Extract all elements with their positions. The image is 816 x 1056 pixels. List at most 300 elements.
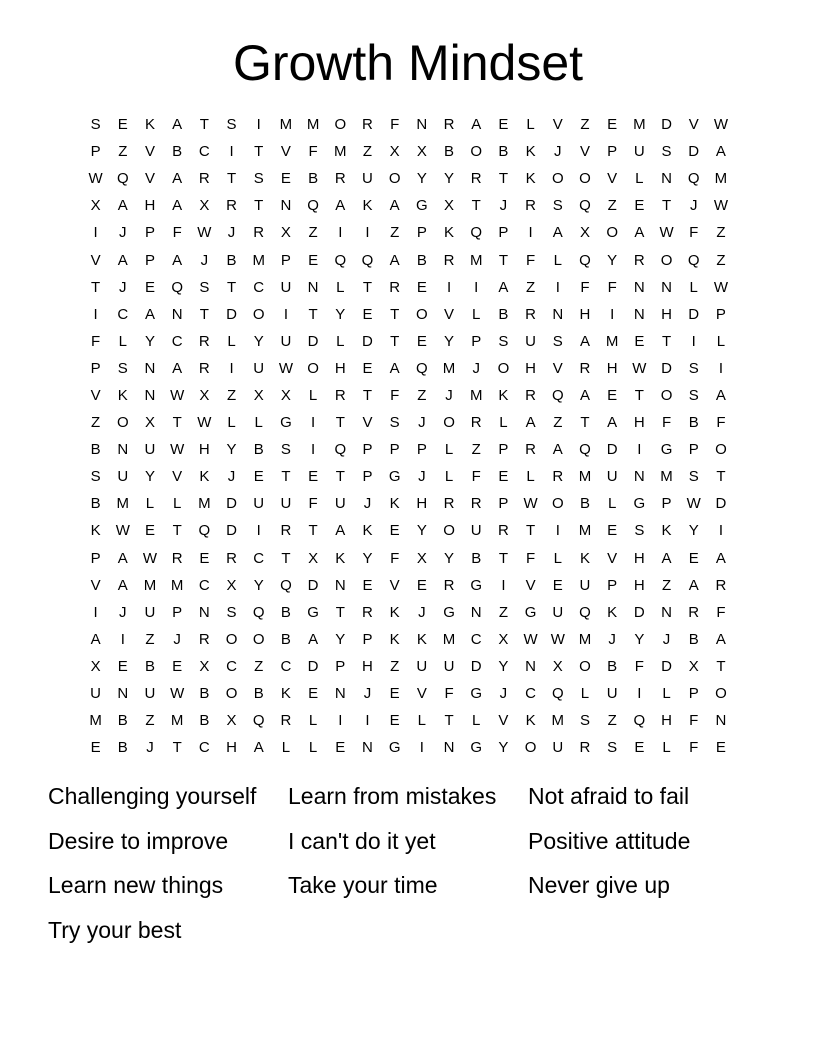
grid-cell[interactable]: W [632,359,647,377]
grid-cell[interactable]: V [280,143,291,161]
grid-cell[interactable]: K [444,224,455,242]
grid-cell[interactable]: A [552,224,563,242]
grid-cell[interactable]: Y [253,332,264,350]
grid-cell[interactable]: K [280,685,291,703]
grid-cell[interactable]: C [470,630,482,648]
grid-cell[interactable]: B [199,712,210,730]
grid-cell[interactable]: G [307,603,319,621]
grid-cell[interactable]: W [142,549,158,567]
grid-cell[interactable]: P [471,332,482,350]
grid-cell[interactable]: Y [226,441,237,459]
grid-cell[interactable]: T [498,251,508,269]
grid-cell[interactable]: T [335,603,345,621]
grid-cell[interactable]: Y [498,739,509,757]
grid-cell[interactable]: F [526,251,536,269]
grid-cell[interactable]: I [93,603,98,621]
grid-cell[interactable]: I [718,359,723,377]
grid-cell[interactable]: F [390,116,400,134]
grid-cell[interactable]: O [497,359,510,377]
grid-cell[interactable]: L [526,116,535,134]
grid-cell[interactable]: O [579,170,591,188]
grid-cell[interactable]: R [470,170,482,188]
grid-cell[interactable]: X [552,657,563,675]
grid-cell[interactable]: N [334,576,346,594]
grid-cell[interactable]: O [715,685,727,703]
grid-cell[interactable]: G [633,495,646,513]
grid-cell[interactable]: V [416,685,427,703]
grid-cell[interactable]: F [526,549,536,567]
grid-cell[interactable]: M [660,468,673,486]
grid-cell[interactable]: H [633,576,645,594]
grid-cell[interactable]: G [388,739,401,757]
grid-cell[interactable]: T [634,386,644,404]
grid-cell[interactable]: V [525,576,536,594]
grid-cell[interactable]: A [688,576,699,594]
grid-cell[interactable]: S [117,359,128,377]
grid-cell[interactable]: B [172,143,183,161]
grid-cell[interactable]: Z [417,386,427,404]
grid-cell[interactable]: O [443,414,455,432]
grid-cell[interactable]: S [552,332,563,350]
grid-cell[interactable]: R [198,332,210,350]
grid-cell[interactable]: E [362,359,373,377]
grid-cell[interactable]: P [280,251,291,269]
grid-cell[interactable]: R [362,603,373,621]
grid-cell[interactable]: W [523,495,538,513]
grid-cell[interactable]: E [144,278,155,296]
grid-cell[interactable]: S [579,712,590,730]
grid-cell[interactable]: Q [579,603,591,621]
grid-cell[interactable]: P [90,143,101,161]
grid-cell[interactable]: L [417,712,427,730]
grid-cell[interactable]: O [225,685,238,703]
grid-cell[interactable]: B [607,657,618,675]
grid-cell[interactable]: H [525,359,537,377]
grid-cell[interactable]: K [498,386,509,404]
grid-cell[interactable]: R [525,441,537,459]
grid-cell[interactable]: J [608,630,616,648]
grid-cell[interactable]: Z [362,143,373,161]
grid-cell[interactable]: T [199,116,209,134]
grid-cell[interactable]: K [362,197,373,215]
grid-cell[interactable]: M [469,386,483,404]
grid-cell[interactable]: N [416,116,428,134]
grid-cell[interactable]: Z [145,630,155,648]
grid-cell[interactable]: E [117,657,128,675]
grid-cell[interactable]: I [610,305,615,323]
grid-cell[interactable]: L [580,685,590,703]
grid-cell[interactable]: L [607,495,617,513]
grid-cell[interactable]: G [524,603,537,621]
grid-cell[interactable]: I [311,414,316,432]
grid-cell[interactable]: J [119,603,127,621]
grid-cell[interactable]: B [226,251,237,269]
grid-cell[interactable]: X [199,197,210,215]
grid-cell[interactable]: K [199,468,210,486]
grid-cell[interactable]: E [552,576,563,594]
grid-cell[interactable]: R [552,468,564,486]
grid-cell[interactable]: G [660,441,673,459]
grid-cell[interactable]: M [578,522,592,540]
grid-cell[interactable]: L [526,468,535,486]
grid-cell[interactable]: K [90,522,101,540]
grid-cell[interactable]: O [551,170,564,188]
grid-cell[interactable]: S [661,143,672,161]
grid-cell[interactable]: V [688,116,699,134]
grid-cell[interactable]: P [607,576,618,594]
grid-cell[interactable]: R [579,739,591,757]
grid-cell[interactable]: T [661,332,672,350]
grid-cell[interactable]: V [552,359,563,377]
grid-cell[interactable]: O [334,116,347,134]
grid-cell[interactable]: M [334,143,347,161]
grid-cell[interactable]: S [280,441,291,459]
grid-cell[interactable]: O [252,305,265,323]
grid-cell[interactable]: Z [308,224,318,242]
grid-cell[interactable]: O [660,251,673,269]
grid-cell[interactable]: J [418,603,426,621]
grid-cell[interactable]: E [715,739,726,757]
grid-cell[interactable]: C [171,332,183,350]
grid-cell[interactable]: Q [334,441,347,459]
grid-cell[interactable]: P [498,495,509,513]
grid-cell[interactable]: U [606,468,618,486]
grid-cell[interactable]: R [688,603,700,621]
grid-cell[interactable]: M [605,332,619,350]
grid-cell[interactable]: L [662,685,671,703]
grid-cell[interactable]: U [362,170,373,188]
grid-cell[interactable]: E [416,576,427,594]
grid-cell[interactable]: R [171,549,183,567]
grid-cell[interactable]: I [365,712,370,730]
grid-cell[interactable]: W [170,386,185,404]
grid-cell[interactable]: E [498,116,509,134]
grid-cell[interactable]: D [688,143,700,161]
grid-cell[interactable]: N [470,603,482,621]
grid-cell[interactable]: F [471,468,481,486]
grid-cell[interactable]: B [579,495,590,513]
grid-cell[interactable]: F [716,603,726,621]
grid-cell[interactable]: H [226,739,237,757]
grid-cell[interactable]: N [661,603,672,621]
grid-cell[interactable]: B [117,739,128,757]
grid-cell[interactable]: V [90,576,101,594]
grid-cell[interactable]: D [470,657,482,675]
grid-cell[interactable]: L [499,414,508,432]
grid-cell[interactable]: X [416,549,427,567]
grid-cell[interactable]: B [253,685,264,703]
grid-cell[interactable]: M [578,468,592,486]
grid-cell[interactable]: F [91,332,101,350]
grid-cell[interactable]: O [307,359,319,377]
grid-cell[interactable]: P [688,441,699,459]
grid-cell[interactable]: N [633,305,645,323]
grid-cell[interactable]: X [253,386,264,404]
grid-cell[interactable]: I [120,630,125,648]
grid-cell[interactable]: B [498,143,509,161]
grid-cell[interactable]: Q [579,441,591,459]
grid-cell[interactable]: L [472,712,481,730]
grid-cell[interactable]: X [688,657,699,675]
grid-cell[interactable]: P [416,441,427,459]
grid-cell[interactable]: T [362,386,373,404]
grid-cell[interactable]: C [280,657,292,675]
grid-cell[interactable]: W [713,197,728,215]
grid-cell[interactable]: Y [607,251,618,269]
grid-cell[interactable]: I [718,522,723,540]
grid-cell[interactable]: A [172,359,183,377]
grid-cell[interactable]: K [661,522,672,540]
grid-cell[interactable]: G [470,739,483,757]
grid-cell[interactable]: V [552,116,563,134]
grid-cell[interactable]: H [633,414,645,432]
grid-cell[interactable]: L [227,332,236,350]
grid-cell[interactable]: J [200,251,209,269]
grid-cell[interactable]: K [389,603,400,621]
grid-cell[interactable]: A [607,414,618,432]
grid-cell[interactable]: Z [226,386,237,404]
grid-cell[interactable]: R [198,630,210,648]
grid-cell[interactable]: Z [607,197,617,215]
grid-cell[interactable]: Z [498,603,508,621]
grid-cell[interactable]: S [226,603,237,621]
grid-cell[interactable]: U [443,657,455,675]
grid-cell[interactable]: J [445,386,453,404]
grid-cell[interactable]: Z [553,414,563,432]
grid-cell[interactable]: F [308,143,318,161]
grid-cell[interactable]: A [471,116,482,134]
grid-cell[interactable]: O [225,630,238,648]
grid-cell[interactable]: R [280,712,292,730]
grid-cell[interactable]: R [497,522,509,540]
grid-cell[interactable]: A [389,251,400,269]
grid-cell[interactable]: T [526,522,536,540]
grid-cell[interactable]: K [579,549,590,567]
grid-cell[interactable]: X [144,414,155,432]
grid-cell[interactable]: O [388,170,401,188]
grid-cell[interactable]: M [306,116,320,134]
grid-cell[interactable]: H [362,657,373,675]
grid-cell[interactable]: S [688,468,699,486]
grid-cell[interactable]: D [362,332,373,350]
grid-cell[interactable]: B [117,712,128,730]
grid-cell[interactable]: Y [688,522,699,540]
grid-cell[interactable]: A [715,386,726,404]
grid-cell[interactable]: W [523,630,538,648]
grid-cell[interactable]: Q [307,197,319,215]
grid-cell[interactable]: T [498,170,508,188]
grid-cell[interactable]: U [144,603,156,621]
grid-cell[interactable]: B [471,549,482,567]
grid-cell[interactable]: N [661,170,672,188]
grid-cell[interactable]: D [307,332,319,350]
grid-cell[interactable]: Y [144,468,155,486]
grid-cell[interactable]: A [253,739,264,757]
grid-cell[interactable]: J [689,197,698,215]
grid-cell[interactable]: Y [335,630,346,648]
grid-cell[interactable]: A [579,332,590,350]
grid-cell[interactable]: N [661,278,672,296]
grid-cell[interactable]: S [90,468,101,486]
grid-cell[interactable]: Q [416,359,428,377]
grid-cell[interactable]: M [170,712,184,730]
grid-cell[interactable]: Z [607,712,617,730]
grid-cell[interactable]: N [117,685,129,703]
grid-cell[interactable]: P [389,441,400,459]
grid-cell[interactable]: S [634,522,645,540]
grid-cell[interactable]: O [252,630,265,648]
grid-cell[interactable]: P [144,251,155,269]
grid-cell[interactable]: D [661,657,672,675]
grid-cell[interactable]: U [470,522,482,540]
grid-cell[interactable]: K [525,170,536,188]
grid-cell[interactable]: R [579,359,591,377]
grid-cell[interactable]: T [335,468,345,486]
grid-cell[interactable]: T [226,278,237,296]
grid-cell[interactable]: Q [633,712,646,730]
grid-cell[interactable]: F [444,685,454,703]
grid-cell[interactable]: S [688,386,699,404]
grid-cell[interactable]: M [116,495,130,513]
grid-cell[interactable]: T [580,414,590,432]
grid-cell[interactable]: J [418,468,426,486]
grid-cell[interactable]: K [117,386,128,404]
grid-cell[interactable]: T [390,305,400,323]
grid-cell[interactable]: R [715,576,727,594]
grid-cell[interactable]: U [117,468,129,486]
grid-cell[interactable]: Z [716,251,726,269]
grid-cell[interactable]: A [117,549,128,567]
grid-cell[interactable]: E [280,170,291,188]
grid-cell[interactable]: U [253,495,265,513]
grid-cell[interactable]: V [144,143,155,161]
grid-cell[interactable]: M [170,576,184,594]
grid-cell[interactable]: Z [471,441,481,459]
grid-cell[interactable]: Z [91,414,101,432]
grid-cell[interactable]: Z [661,576,672,594]
grid-cell[interactable]: J [146,739,154,757]
grid-cell[interactable]: J [119,278,127,296]
grid-cell[interactable]: G [443,603,455,621]
grid-cell[interactable]: B [688,630,699,648]
grid-cell[interactable]: S [552,197,563,215]
grid-cell[interactable]: E [634,739,645,757]
grid-cell[interactable]: N [144,386,156,404]
grid-cell[interactable]: Q [252,603,265,621]
grid-cell[interactable]: W [115,522,130,540]
grid-cell[interactable]: I [338,224,343,242]
grid-cell[interactable]: X [280,224,291,242]
grid-cell[interactable]: E [253,468,264,486]
grid-cell[interactable]: I [338,712,343,730]
grid-cell[interactable]: J [418,414,426,432]
grid-cell[interactable]: D [688,305,700,323]
grid-cell[interactable]: Q [116,170,129,188]
grid-cell[interactable]: U [552,739,564,757]
grid-cell[interactable]: O [715,441,727,459]
grid-cell[interactable]: S [253,170,264,188]
grid-cell[interactable]: B [90,495,101,513]
grid-cell[interactable]: A [144,305,155,323]
grid-cell[interactable]: N [525,657,537,675]
grid-cell[interactable]: D [715,495,727,513]
grid-cell[interactable]: V [498,712,509,730]
grid-cell[interactable]: P [688,685,699,703]
grid-cell[interactable]: J [227,224,236,242]
grid-cell[interactable]: L [308,712,318,730]
grid-cell[interactable]: J [472,359,480,377]
grid-cell[interactable]: B [688,414,699,432]
grid-cell[interactable]: P [362,468,373,486]
grid-cell[interactable]: L [336,278,345,296]
grid-cell[interactable]: Q [579,251,591,269]
grid-cell[interactable]: Z [526,278,536,296]
grid-cell[interactable]: E [607,386,618,404]
grid-cell[interactable]: M [633,116,646,134]
grid-cell[interactable]: E [335,739,346,757]
grid-cell[interactable]: P [498,441,509,459]
grid-cell[interactable]: U [144,685,156,703]
grid-cell[interactable]: T [498,549,508,567]
grid-cell[interactable]: O [524,739,537,757]
grid-cell[interactable]: M [442,359,456,377]
grid-cell[interactable]: X [444,197,455,215]
grid-cell[interactable]: Q [470,224,483,242]
grid-cell[interactable]: E [416,278,427,296]
grid-cell[interactable]: V [90,386,101,404]
grid-cell[interactable]: X [389,143,400,161]
grid-cell[interactable]: T [254,197,264,215]
grid-cell[interactable]: O [579,657,591,675]
grid-cell[interactable]: U [90,685,102,703]
grid-cell[interactable]: P [715,305,726,323]
grid-cell[interactable]: P [335,657,346,675]
grid-cell[interactable]: H [579,305,591,323]
grid-cell[interactable]: E [634,332,645,350]
grid-cell[interactable]: M [442,630,456,648]
grid-cell[interactable]: B [498,305,509,323]
grid-cell[interactable]: O [416,305,428,323]
grid-cell[interactable]: Q [687,251,700,269]
grid-cell[interactable]: I [256,522,261,540]
grid-cell[interactable]: V [362,414,373,432]
grid-cell[interactable]: Z [390,224,400,242]
grid-cell[interactable]: K [525,712,536,730]
grid-cell[interactable]: T [444,712,454,730]
grid-cell[interactable]: V [90,251,101,269]
grid-cell[interactable]: K [525,143,536,161]
grid-cell[interactable]: Z [716,224,726,242]
grid-cell[interactable]: R [525,197,537,215]
grid-cell[interactable]: I [311,441,316,459]
grid-cell[interactable]: T [281,468,291,486]
grid-cell[interactable]: O [606,224,618,242]
grid-cell[interactable]: N [715,712,727,730]
grid-cell[interactable]: G [470,685,483,703]
grid-cell[interactable]: F [689,739,699,757]
grid-cell[interactable]: I [419,739,424,757]
grid-cell[interactable]: R [226,197,237,215]
grid-cell[interactable]: R [198,359,210,377]
grid-cell[interactable]: W [550,630,565,648]
grid-cell[interactable]: T [390,332,400,350]
grid-cell[interactable]: N [362,739,373,757]
grid-cell[interactable]: L [254,414,263,432]
grid-cell[interactable]: J [662,630,671,648]
grid-cell[interactable]: Z [118,143,128,161]
grid-cell[interactable]: C [525,685,537,703]
grid-cell[interactable]: Q [280,576,292,594]
